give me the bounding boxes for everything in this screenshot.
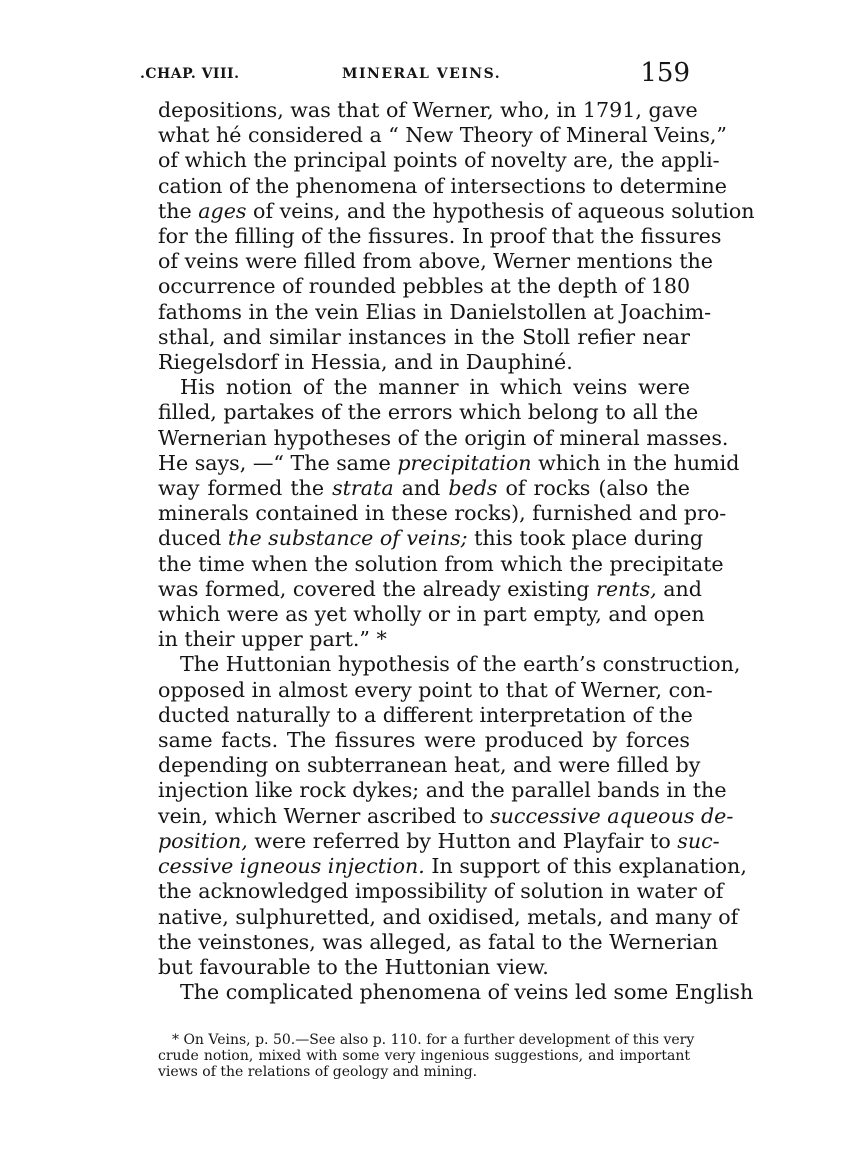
- text-line: was formed, covered the already existing rents, and: [158, 576, 702, 601]
- text-line: injection like rock dykes; and the parallel bands in the: [158, 778, 727, 803]
- footnote-line: crude notion, mixed with some very ingenious suggestions, and important: [158, 1048, 690, 1064]
- text-line: cessive igneous injection. In support of this explanation,: [158, 854, 747, 879]
- text-line: same facts. The fissures were produced by forces: [158, 728, 690, 753]
- text-line: The Huttonian hypothesis of the earth’s construction,: [180, 652, 741, 677]
- paragraph: [158, 98, 755, 375]
- text-line: of veins were filled from above, Werner mentions the: [158, 249, 713, 274]
- chapter-label: .CHAP. VIII.: [140, 66, 240, 82]
- paragraph: [158, 375, 740, 652]
- text-line: the time when the solution from which the precipitate: [158, 551, 724, 576]
- text-line: cation of the phenomena of intersections to determine: [158, 173, 727, 198]
- text-line: opposed in almost every point to that of Werner, con-: [158, 677, 713, 702]
- page-number: 159: [640, 58, 690, 88]
- text-line: for the filling of the fissures. In proof that the fissures: [158, 224, 722, 249]
- paragraph: [158, 980, 754, 1005]
- text-line: sthal, and similar instances in the Stoll refier near: [158, 324, 690, 349]
- text-line: but favourable to the Huttonian view.: [158, 954, 549, 979]
- body-text: [158, 98, 755, 1005]
- text-line: Wernerian hypotheses of the origin of mineral masses.: [158, 425, 729, 450]
- footnote-line: * On Veins, p. 50.—See also p. 110. for a further development of this very: [172, 1032, 695, 1048]
- text-line: Riegelsdorf in Hessia, and in Dauphiné.: [158, 350, 573, 375]
- text-line: way formed the strata and beds of rocks (also the: [158, 476, 690, 501]
- text-line: the ages of veins, and the hypothesis of aqueous solution: [158, 198, 755, 223]
- text-line: He says, —“ The same precipitation which in the humid: [158, 450, 740, 475]
- text-line: what hé considered a “ New Theory of Mineral Veins,”: [158, 123, 727, 148]
- text-line: the veinstones, was alleged, as fatal to the Wernerian: [158, 929, 719, 954]
- text-line: of which the principal points of novelty are, the appli‐: [158, 148, 720, 173]
- text-line: depending on subterranean heat, and were filled by: [158, 753, 701, 778]
- text-line: fathoms in the vein Elias in Danielstollen at Joachim-: [158, 299, 712, 324]
- text-line: the acknowledged impossibility of solution in water of: [158, 879, 724, 904]
- paragraph: [158, 652, 747, 980]
- running-header: [140, 58, 690, 88]
- text-line: duced the substance of veins; this took place during: [158, 526, 704, 551]
- running-title: MINERAL VEINS.: [342, 66, 502, 82]
- footnote-line: views of the relations of geology and mining.: [158, 1064, 478, 1080]
- text-line: minerals contained in these rocks), furnished and pro‐: [158, 501, 727, 526]
- text-line: position, were referred by Hutton and Playfair to suc-: [158, 828, 720, 853]
- text-line: ducted naturally to a different interpretation of the: [158, 702, 693, 727]
- text-line: filled, partakes of the errors which belong to all the: [158, 400, 699, 425]
- text-line: The complicated phenomena of veins led some English: [180, 980, 754, 1005]
- text-line: native, sulphuretted, and oxidised, metals, and many of: [158, 904, 739, 929]
- text-line: occurrence of rounded pebbles at the depth of 180: [158, 274, 691, 299]
- text-line: depositions, was that of Werner, who, in 1791, gave: [158, 98, 698, 122]
- text-line: His notion of the manner in which veins were: [180, 375, 690, 400]
- text-line: in their upper part.” *: [158, 627, 387, 652]
- text-line: vein, which Werner ascribed to successive aqueous de-: [158, 803, 734, 828]
- footnote: [158, 1032, 695, 1080]
- text-line: which were as yet wholly or in part empty, and open: [158, 602, 705, 627]
